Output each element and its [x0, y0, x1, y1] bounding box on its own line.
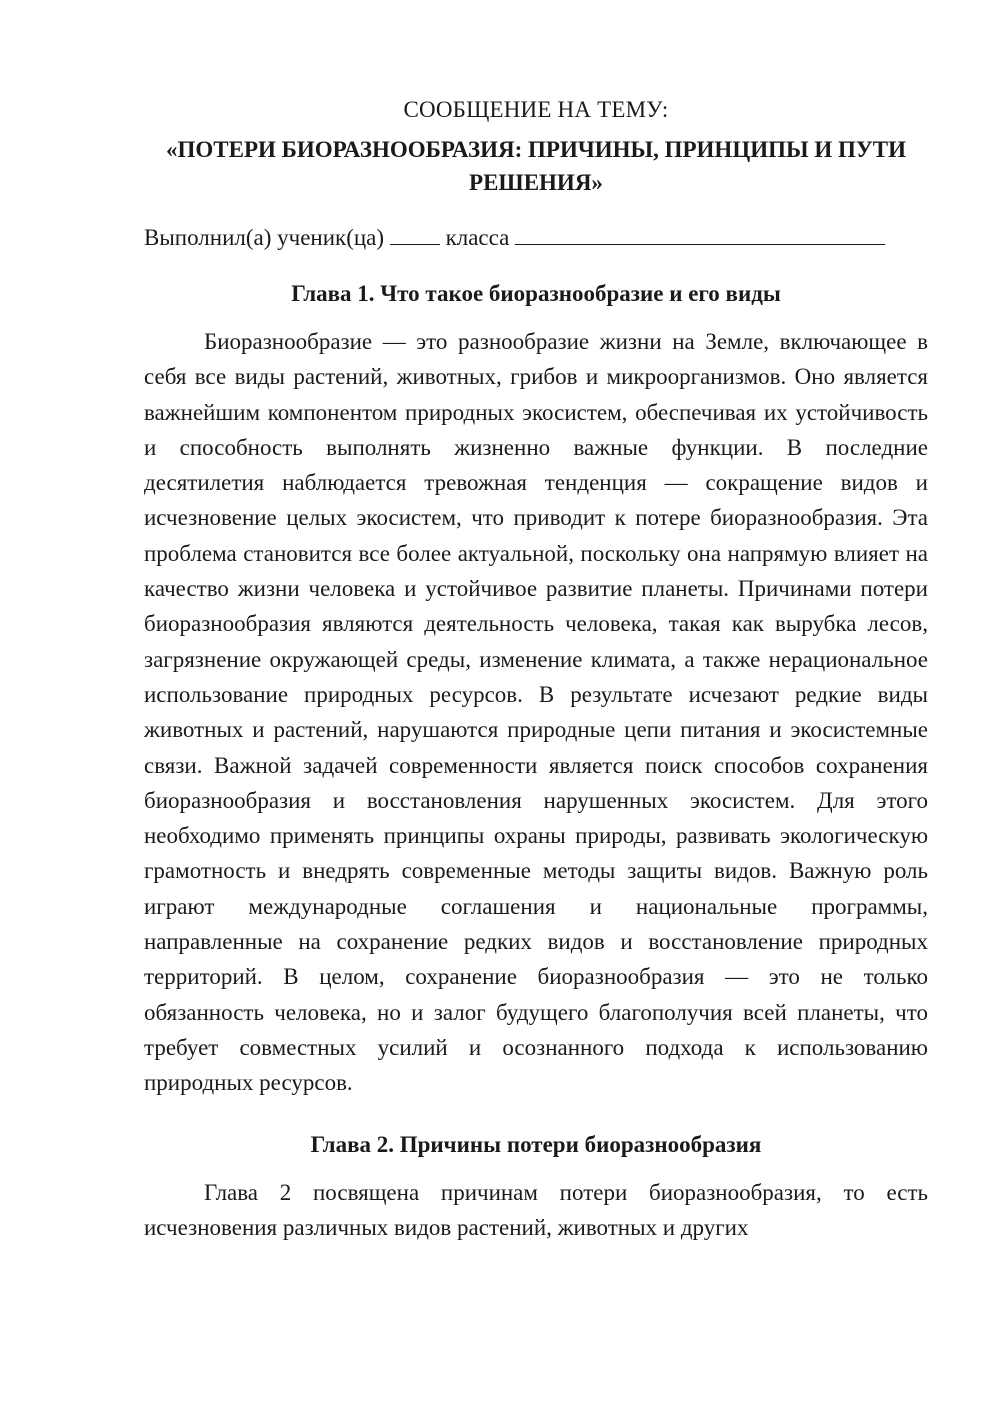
document-kind: СООБЩЕНИЕ НА ТЕМУ: — [403, 97, 669, 122]
document-title: «ПОТЕРИ БИОРАЗНООБРАЗИЯ: ПРИЧИНЫ, ПРИНЦИПЫ И ПУТИ РЕШЕНИЯ» — [166, 137, 906, 195]
chapter-1-paragraph: Биоразнообразие — это разнообразие жизни на Земле, включающее в себя все виды растений, животных, грибов и микроорганизмов. Оно является важнейшим компонентом природных экосистем, обеспечивая их устойчивость и способность выполнять жизненно важные функции. В последние десятилетия наблюдается тревожная тенденция — сокращение видов и исчезновение целых экосистем, что приводит к потере биоразнообразия. Эта проблема становится все более актуальной, поскольку она напрямую влияет на качество жизни человека и устойчивое развитие планеты. Причинами потери биоразнообразия являются деятельность человека, такая как вырубка лесов, загрязнение окружающей среды, изменение климата, а также нерациональное использование природных ресурсов. В результате исчезают редкие виды животных и растений, нарушаются природные цепи питания и экосистемные связи. Важной задачей современности является поиск способов сохранения биоразнообразия и восстановления нарушенных экосистем. Для этого необходимо применять принципы охраны природы, развивать экологическую грамотность и внедрять современные методы защиты видов. Важную роль играют международные соглашения и национальные программы, направленные на сохранение редких видов и восстановление природных территорий. В целом, сохранение биоразнообразия — это не только обязанность человека, но и залог будущего благополучия всей планеты, что требует совместных усилий и осознанного подхода к использованию природных ресурсов. — [144, 329, 928, 1096]
chapter-1-heading: Глава 1. Что такое биоразнообразие и его виды — [291, 281, 781, 306]
class-label: класса — [445, 225, 510, 250]
name-blank-field — [515, 222, 885, 245]
document-page — [144, 92, 928, 1245]
chapter-2-paragraph: Глава 2 посвящена причинам потери биоразнообразия, то есть исчезновения различных видов растений, животных и других — [144, 1179, 928, 1240]
performed-by-label: Выполнил(а) ученик(ца) — [144, 225, 385, 250]
chapter-2-heading: Глава 2. Причины потери биоразнообразия — [310, 1131, 762, 1157]
author-line — [144, 221, 928, 254]
grade-blank-field — [390, 222, 440, 245]
